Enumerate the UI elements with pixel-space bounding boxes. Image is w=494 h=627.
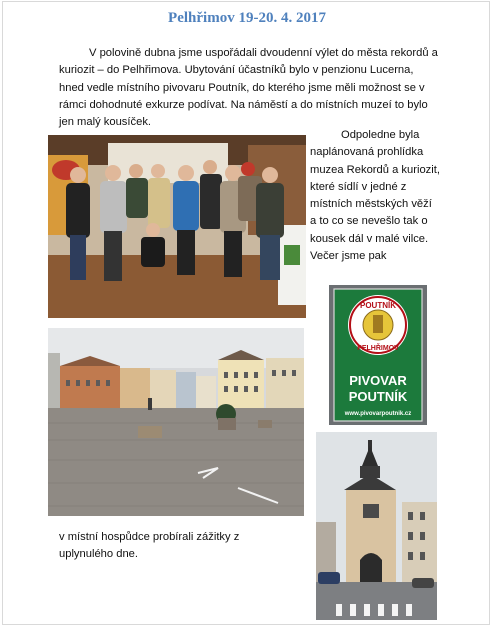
afternoon-paragraph: Odpoledne byla naplánovaná prohlídka muzea Rekordů a kuriozit, které sídlí v jedné z místních městských věží a to co se nevešlo tak o kousek dál v malé vilce. Večer jsme pak [310, 129, 440, 263]
sign-line-1: PIVOVAR [349, 373, 407, 388]
page-title: Pelhřimov 19-20. 4. 2017 [168, 10, 326, 26]
sign-logo-bottom: PELHŘIMOV [357, 345, 399, 352]
intro-paragraph: V polovině dubna jsme uspořádali dvoudenní výlet do města rekordů a kuriozit – do Pelhřimova. Ubytování účastníků bylo v penzionu Lucerna, hned vedle místního pivovaru Poutník, do kterého jsme měli možnost se v rámci dohodnuté exkurze podívat. Na náměstí a do místních muzeí to bylo jen malý kousíček. [59, 47, 438, 129]
evening-paragraph: v místní hospůdce probírali zážitky z uplynulého dne. [59, 531, 240, 561]
sign-logo-top: POUTNÍK [360, 301, 396, 310]
sign-url: www.pivovarpoutnik.cz [344, 411, 412, 417]
town-tower-photo [316, 432, 437, 620]
group-photo [48, 135, 306, 318]
town-square-photo [48, 328, 304, 516]
sign-line-2: POUTNÍK [348, 389, 408, 404]
brewery-sign-photo [329, 285, 427, 425]
